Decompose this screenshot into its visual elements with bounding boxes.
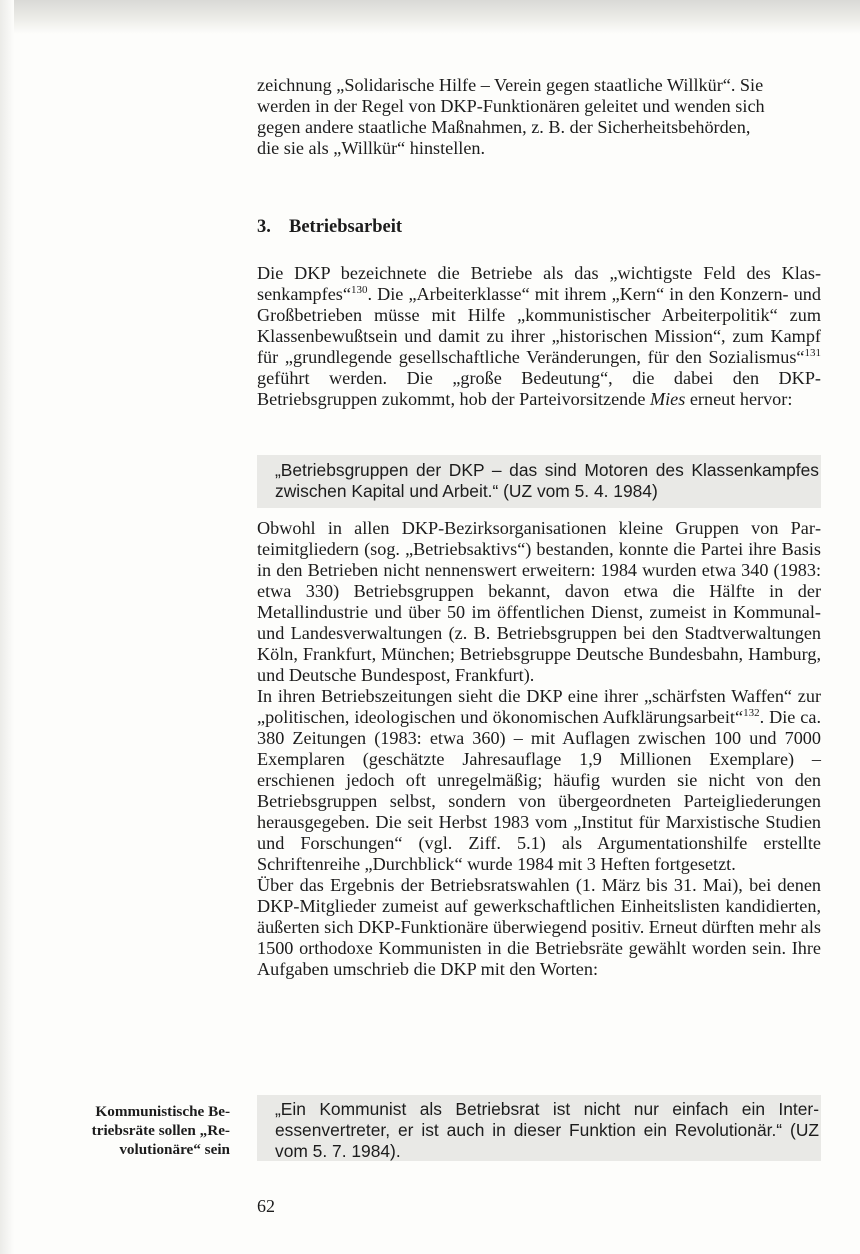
text-run: geführt werden. Die „große Bedeutung“, die dabei den DKP-Betriebsgruppen zukommt, hob der Parteivorsitzende [257, 368, 821, 409]
text-run: In ihren Betriebszeitungen sieht die DKP eine ihrer „schärfsten Waffen“ zur „politischen, ideologischen und ökonomischen Aufklärungsarbeit“ [257, 686, 821, 727]
footnote-ref: 131 [804, 347, 821, 359]
quote-text: „Betriebsgruppen der DKP – das sind Motoren des Klassenkampfes zwischen Kapital und Arbeit.“ (UZ vom 5. 4. 1984) [275, 460, 819, 501]
paragraph-intro [257, 75, 821, 159]
paragraph-betriebe [257, 263, 821, 410]
margin-note-line: triebsräte sollen „Re- [91, 1122, 230, 1139]
margin-note-line: Kommunistische Be- [95, 1103, 230, 1120]
scan-top-shadow [0, 0, 860, 34]
page-number: 62 [257, 1196, 275, 1216]
text-line: zeichnung „Solidarische Hilfe – Verein gegen staatliche Willkür“. Sie [257, 75, 764, 95]
paragraph-wahlen: Über das Ergebnis der Betriebsratswahlen (1. März bis 31. Mai), bei denen DKP-Mitglieder zumeist auf gewerkschaftlichen Einheitslisten kandidierten, äußerten sich DKP-Funktionäre überwiegend positiv. Erneut dürften mehr als 1500 orthodoxe Kommunisten in die Betriebsräte gewählt worden sein. Ihre Aufgaben umschrieb die DKP mit den Worten: [257, 875, 821, 979]
text-run: Die DKP bezeichnete die Betriebe als das „wichtigste Feld des Klassenkampfes“ [257, 263, 821, 304]
text-line: die sie als „Willkür“ hinstellen. [257, 138, 486, 158]
paragraph-zeitungen [257, 686, 821, 875]
block-quote [257, 455, 821, 508]
block-quote [257, 1095, 821, 1161]
quote-text: „Ein Kommunist als Betriebsrat ist nicht nur einfach ein Interessenvertreter, er ist auch in dieser Funktion ein Revolutionär.“ (UZ vom 5. 7. 1984). [275, 1099, 819, 1161]
footnote-ref: 132 [743, 707, 760, 719]
margin-note [60, 1102, 230, 1159]
text-run: . Die „Arbeiterklasse“ mit ihrem „Kern“ in den Konzern- und Großbetrieben müsse mit Hilfe „kommunistischer Arbeiterpolitik“ zum Klassenbewußtsein und damit zu ihrer „historischen Mission“, zum Kampf für „grundlegende gesellschaftliche Veränderungen, für den Sozialismus“ [257, 284, 821, 367]
text-run: . Die ca. 380 Zeitungen (1983: etwa 360) – mit Auflagen zwischen 100 und 7000 Exemplaren (geschätzte Jahresauflage 1,9 Millionen Exemplare) – erschienen jedoch oft unregelmäßig; häufig wurden sie nicht von den Betriebsgruppen selbst, sondern von übergeordneten Parteigliederungen herausgegeben. Die seit Herbst 1983 vom „Institut für Marxistische Studien und Forschungen“ (vgl. Ziff. 5.1) als Argumentationshilfe erstellte Schriftenreihe „Durchblick“ wurde 1984 mit 3 Heften fortgesetzt. [257, 707, 821, 874]
text-line: gegen andere staatliche Maßnahmen, z. B. der Sicherheitsbehörden, [257, 117, 751, 137]
section-heading [257, 217, 402, 238]
text-run: erneut hervor: [685, 389, 793, 409]
person-name: Mies [649, 389, 686, 409]
margin-note-line: volutionäre“ sein [119, 1141, 230, 1158]
scan-left-shadow [0, 0, 14, 1254]
paragraph-basis: Obwohl in allen DKP-Bezirksorganisationen kleine Gruppen von Parteimitgliedern (sog. „Betriebsaktivs“) bestanden, konnte die Partei ihre Basis in den Betrieben nicht nennenswert erweitern: 1984 wurden etwa 340 (1983: etwa 330) Betriebsgruppen bekannt, davon etwa die Hälfte in der Metallindustrie und über 50 im öffentlichen Dienst, zumeist in Kommunal- und Landesverwaltungen (z. B. Betriebsgruppen bei den Stadtverwaltungen Köln, Frankfurt, München; Betriebsgruppe Deutsche Bundesbahn, Hamburg, und Deutsche Bundespost, Frankfurt). [257, 518, 821, 685]
paragraph-block [257, 518, 821, 980]
section-number: 3. [257, 217, 271, 237]
text-line: werden in der Regel von DKP-Funktionären geleitet und wenden sich [257, 96, 765, 116]
footnote-ref: 130 [350, 284, 368, 296]
section-title: Betriebsarbeit [289, 217, 403, 237]
